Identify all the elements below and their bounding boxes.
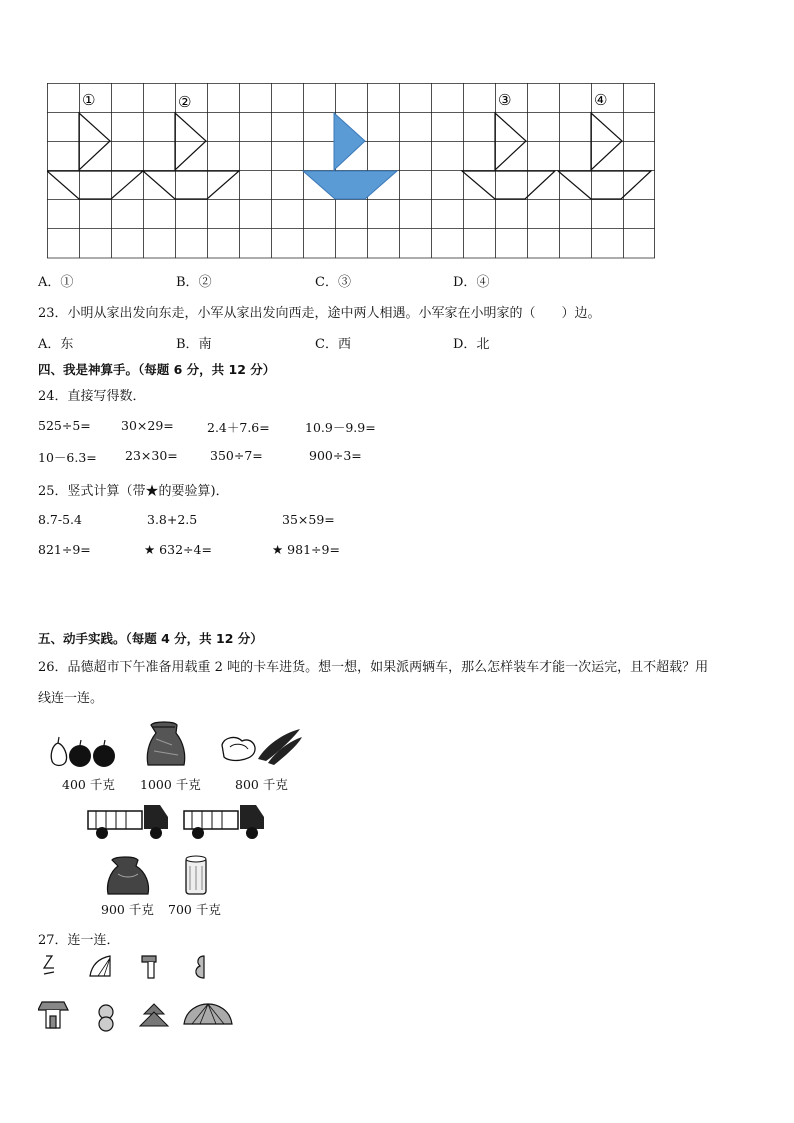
q26-bottom-goods <box>104 852 224 898</box>
truck-icon <box>184 805 264 839</box>
house-icon <box>38 1002 68 1028</box>
q25-item: 3.8+2.5 <box>147 512 198 527</box>
boat-2 <box>143 113 239 199</box>
q23-option-a[interactable]: A．东 <box>38 337 74 352</box>
q23-option-c[interactable]: C．西 <box>315 337 351 352</box>
q26-question-line-1: 26．品德超市下午准备用载重 2 吨的卡车进货。想一想，如果派两辆车，那么怎样装车才能一次运完，且不超载？用 <box>38 660 709 675</box>
half-umbrella-icon <box>90 956 110 976</box>
half-z-shape-icon <box>44 956 54 974</box>
grid-label-4: ④ <box>594 91 608 109</box>
q23-option-d[interactable]: D．北 <box>453 337 490 352</box>
weight-1000: 1000 千克 <box>140 777 201 792</box>
q26-question-line-2: 线连一连。 <box>38 691 104 706</box>
half-house-icon <box>142 956 156 978</box>
snowman-icon <box>99 1005 113 1031</box>
weight-700: 700 千克 <box>168 902 221 917</box>
weight-900: 900 千克 <box>101 902 154 917</box>
q24-item: 525÷5= <box>38 418 91 433</box>
vegetables-icon <box>222 729 302 765</box>
can-icon <box>186 856 206 894</box>
target-boat-blue <box>303 113 397 199</box>
q23-option-b[interactable]: B．南 <box>176 337 212 352</box>
boat-4 <box>558 113 651 199</box>
q24-item: 900÷3= <box>309 448 362 463</box>
q24-item: 10.9－9.9= <box>305 420 376 435</box>
boat-1 <box>47 113 143 199</box>
q24-item: 23×30= <box>125 448 178 463</box>
sack-icon <box>147 722 184 765</box>
q22-option-d[interactable]: D．④ <box>453 275 490 290</box>
section-4-title: 四、我是神算手。（每题 6 分，共 12 分） <box>38 362 276 377</box>
section-5-title: 五、动手实践。（每题 4 分，共 12 分） <box>38 631 263 646</box>
fruit-icon <box>51 737 115 767</box>
q27-shapes <box>38 950 248 1038</box>
boat-3 <box>462 113 555 199</box>
grid-label-1: ① <box>82 91 96 109</box>
q24-item: 350÷7= <box>210 448 263 463</box>
half-snowman-icon <box>196 956 204 978</box>
bag-icon <box>107 857 148 894</box>
grid-label-2: ② <box>178 93 192 111</box>
q22-option-b[interactable]: B．② <box>176 275 212 290</box>
q25-item: ★ 632÷4= <box>144 542 212 557</box>
q25-item: 35×59= <box>282 512 335 527</box>
weight-400: 400 千克 <box>62 777 115 792</box>
weight-800: 800 千克 <box>235 777 288 792</box>
umbrella-icon <box>184 1004 232 1024</box>
q25-item: ★ 981÷9= <box>272 542 340 557</box>
q22-option-a[interactable]: A．① <box>38 275 74 290</box>
q25-title: 25．竖式计算（带★的要验算)． <box>38 484 229 499</box>
grid-label-3: ③ <box>498 91 512 109</box>
trucks <box>86 797 270 843</box>
target-sail <box>334 113 365 170</box>
boat-grid-figure <box>47 83 657 260</box>
tree-icon <box>140 1004 168 1026</box>
q24-title: 24．直接写得数． <box>38 389 146 404</box>
truck-icon <box>88 805 168 839</box>
q23-question: 23．小明从家出发向东走，小军从家出发向西走，途中两人相遇。小军家在小明家的（ ）边。 <box>38 306 601 321</box>
q22-option-c[interactable]: C．③ <box>315 275 351 290</box>
q24-item: 30×29= <box>121 418 174 433</box>
q25-item: 8.7-5.4 <box>38 512 82 527</box>
q24-item: 10－6.3= <box>38 450 97 465</box>
q27-title: 27．连一连． <box>38 933 120 948</box>
q25-item: 821÷9= <box>38 542 91 557</box>
target-hull <box>303 171 397 199</box>
q24-item: 2.4＋7.6= <box>207 420 270 435</box>
